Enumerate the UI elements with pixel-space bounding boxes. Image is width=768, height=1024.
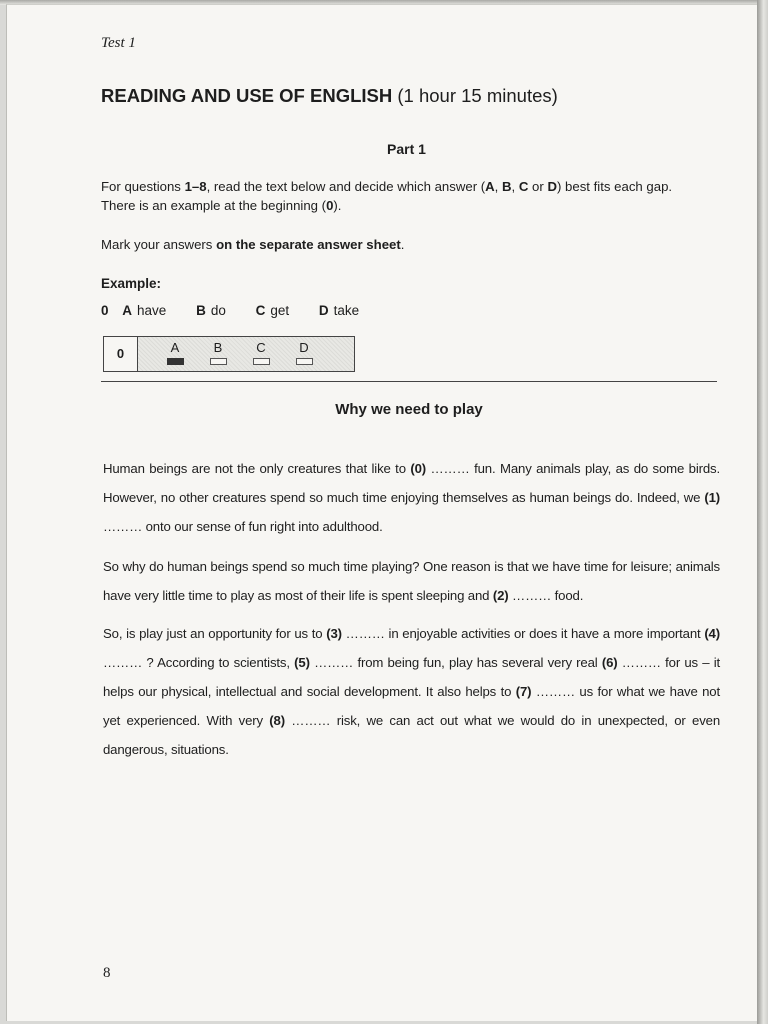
gap-5: (5) [294,655,310,670]
title-duration: (1 hour 15 minutes) [397,85,558,106]
gap-3: (3) [326,626,342,641]
gap-4: (4) [704,626,720,641]
option-word: get [270,303,290,318]
para-text: ……… fun. Many animals play, as do some birds. However, no other creatures spend so much time enjoying themselves as human beings do. Indeed, we [103,461,721,505]
option-letter: D [318,303,329,318]
para-text: ……… food. [508,588,584,603]
para-text: ……… onto our sense of fun right into adulthood. [103,519,383,534]
example-answer-box [103,336,355,372]
answer-mark-empty [210,358,227,365]
instr-opt-b: B [502,179,512,194]
example-number: 0 [101,303,109,318]
answer-column-letter: A [170,340,180,355]
para-text: Human beings are not the only creatures that like to [103,461,411,476]
gap-8: (8) [269,713,285,728]
instr-text: ). [333,198,342,213]
gap-7: (7) [515,684,532,699]
option-word: do [210,303,226,318]
instr-text: For questions [101,179,185,194]
gap-2: (2) [492,588,509,603]
article-paragraph-2 [103,552,720,610]
instr-zero: 0 [326,198,334,213]
instr-range: 1–8 [184,179,207,194]
answer-mark-filled [167,358,184,365]
example-option-d [319,303,359,318]
test-label: Test 1 [101,35,136,51]
instructions-text [101,177,726,215]
answer-column-b [208,340,228,365]
option-word: take [333,303,360,318]
option-letter: C [255,303,266,318]
gap-1: (1) [704,490,720,505]
answer-column-a [165,340,185,365]
instr-sep: or [528,179,548,194]
para-text: ……… for us – it helps our physical, intellectual and social development. It also helps to [103,655,721,699]
instr-text: Mark your answers [101,237,217,252]
title-main: READING AND USE OF ENGLISH [101,85,393,106]
para-text: ……… in enjoyable activities or does it have a more important [341,626,705,641]
gap-0: (0) [410,461,427,476]
para-text: ……… ? According to scientists, [103,655,295,670]
page-title [101,85,558,107]
example-option-b [196,303,226,318]
instr-opt-a: A [485,179,495,194]
answer-column-letter: B [213,340,223,355]
gap-6: (6) [601,655,618,670]
option-letter: B [196,303,206,318]
answer-column-letter: D [299,340,309,355]
option-letter: A [122,303,133,318]
article-paragraph-1 [103,454,720,541]
instr-text: , read the text below and decide which answer ( [206,179,486,194]
page-right-edge [757,0,768,1024]
para-text: So why do human beings spend so much time playing? One reason is that we have time for leisure; animals have very little time to play as most of their life is spent sleeping and [103,559,720,603]
example-option-a [122,303,166,318]
example-option-c [256,303,290,318]
option-word: have [137,303,167,318]
instr-sep: , [511,179,519,194]
answer-column-d [294,340,314,365]
answer-mark-empty [253,358,270,365]
answer-column-c [251,340,271,365]
instr-text: ) best fits each gap. [556,179,673,194]
article-paragraph-3 [103,619,720,764]
instr-emphasis: on the separate answer sheet [216,237,401,252]
section-divider [101,381,717,382]
instr-opt-c: C [518,179,529,194]
instr-text: There is an example at the beginning ( [101,198,327,213]
example-label: Example: [101,276,162,291]
instr-opt-d: D [547,179,557,194]
answer-column-letter: C [256,340,266,355]
answer-mark-empty [296,358,313,365]
example-options [101,303,385,318]
mark-instructions [101,235,726,254]
page-number: 8 [103,965,111,981]
para-text: ……… from being fun, play has several very real [309,655,602,670]
answer-box-number: 0 [104,337,138,371]
para-text: So, is play just an opportunity for us to [103,626,327,641]
instr-sep: , [494,179,502,194]
para-text: ……… us for what we have not yet experienced. With very [103,684,720,728]
para-text: ……… risk, we can act out what we would do in unexpected, or even dangerous, situations. [103,713,721,757]
instr-text: . [400,237,405,252]
article-heading: Why we need to play [335,401,483,418]
part-label: Part 1 [387,141,426,157]
